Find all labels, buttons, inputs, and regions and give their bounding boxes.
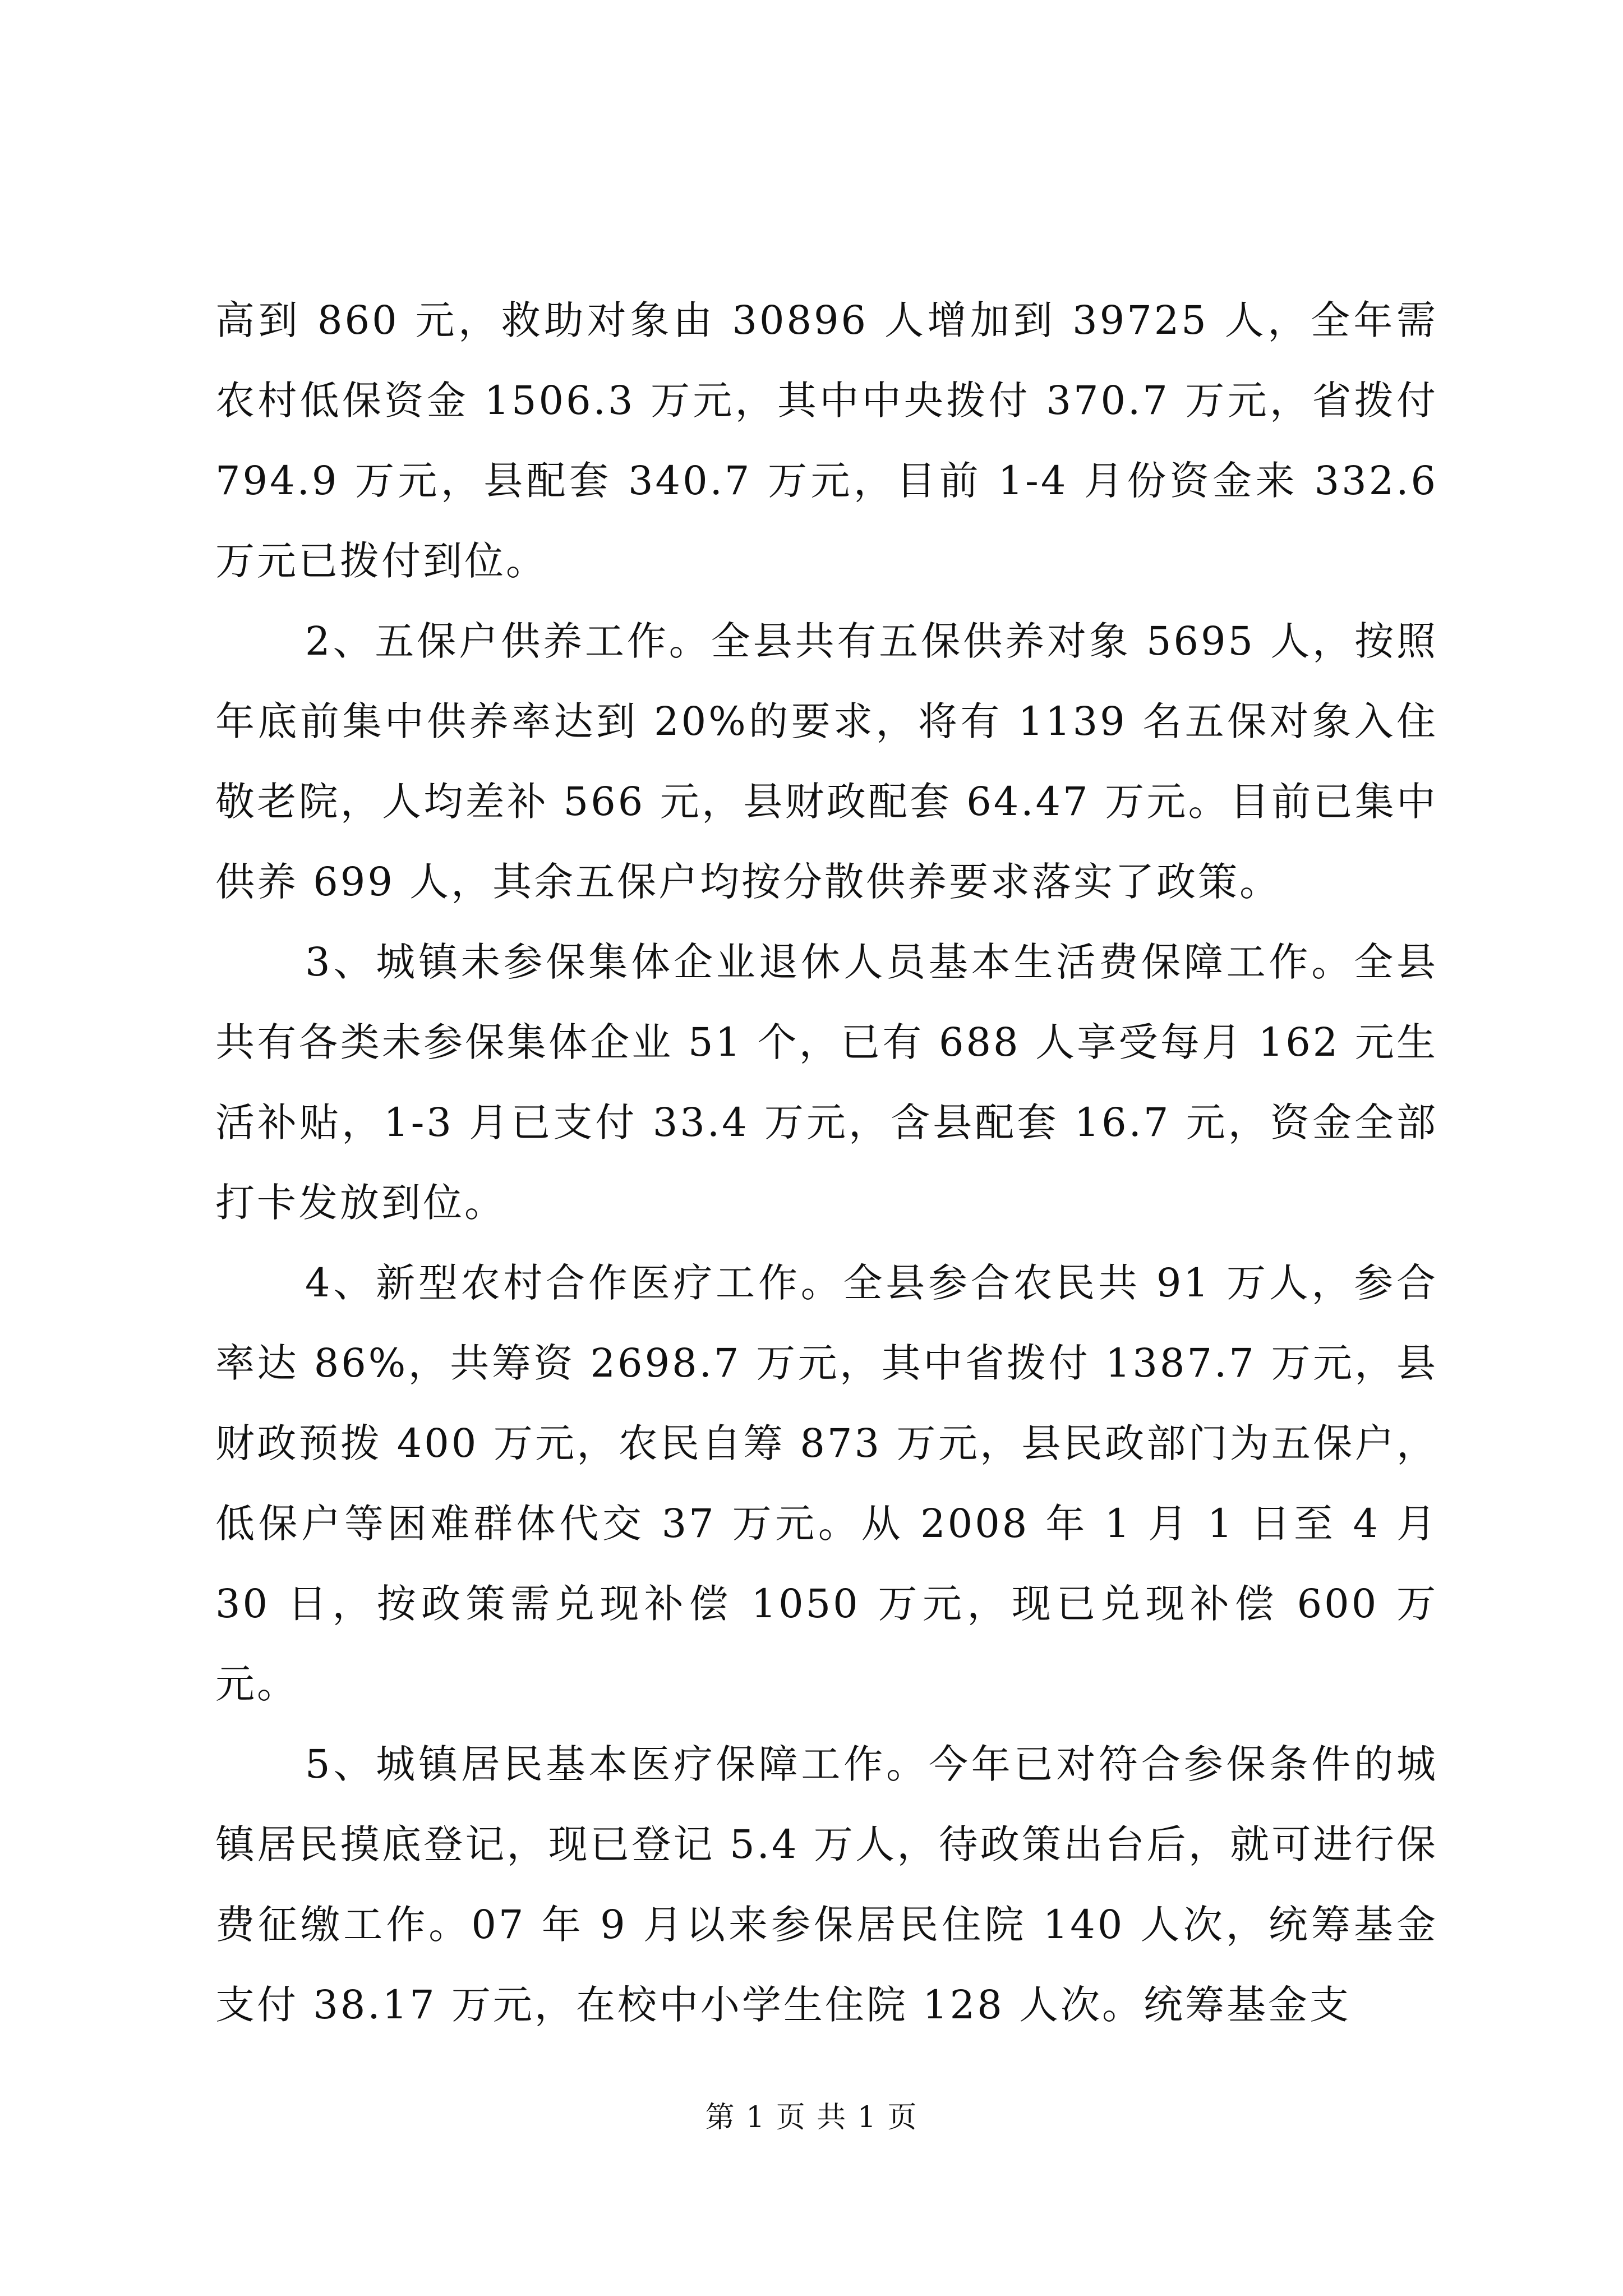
paragraph-2: 2、五保户供养工作。全县共有五保供养对象 5695 人，按照年底前集中供养率达到 20%的要求，将有 1139 名五保对象入住敬老院，人均差补 566 元，县财政配套 64.47 万元。目前已集中供养 699 人，其余五保户均按分散供养要求落实了政策。 bbox=[215, 618, 1438, 905]
paragraph-1: 高到 860 元，救助对象由 30896 人增加到 39725 人，全年需农村低保资金 1506.3 万元，其中中央拨付 370.7 万元，省拨付 794.9 万元，县配套 340.7 万元，目前 1-4 月份资金来 332.6 万元已拨付到位。 bbox=[215, 297, 1438, 584]
document-body bbox=[215, 280, 1438, 2045]
paragraph-4: 4、新型农村合作医疗工作。全县参合农民共 91 万人，参合率达 86%，共筹资 2698.7 万元，其中省拨付 1387.7 万元，县财政预拨 400 万元，农民自筹 873 万元，县民政部门为五保户，低保户等困难群体代交 37 万元。从 2008 年 1 月 1 日至 4 月 30 日，按政策需兑现补偿 1050 万元，现已兑现补偿 600 万元。 bbox=[215, 1260, 1438, 1707]
page-number-footer: 第 1 页 共 1 页 bbox=[705, 2101, 918, 2134]
paragraph-5: 5、城镇居民基本医疗保障工作。今年已对符合参保条件的城镇居民摸底登记，现已登记 5.4 万人，待政策出台后，就可进行保费征缴工作。07 年 9 月以来参保居民住院 140 人次，统筹基金支付 38.17 万元，在校中小学生住院 128 人次。统筹基金支 bbox=[215, 1741, 1438, 2028]
paragraph-3: 3、城镇未参保集体企业退休人员基本生活费保障工作。全县共有各类未参保集体企业 51 个，已有 688 人享受每月 162 元生活补贴，1-3 月已支付 33.4 万元，含县配套 16.7 元，资金全部打卡发放到位。 bbox=[215, 939, 1438, 1226]
